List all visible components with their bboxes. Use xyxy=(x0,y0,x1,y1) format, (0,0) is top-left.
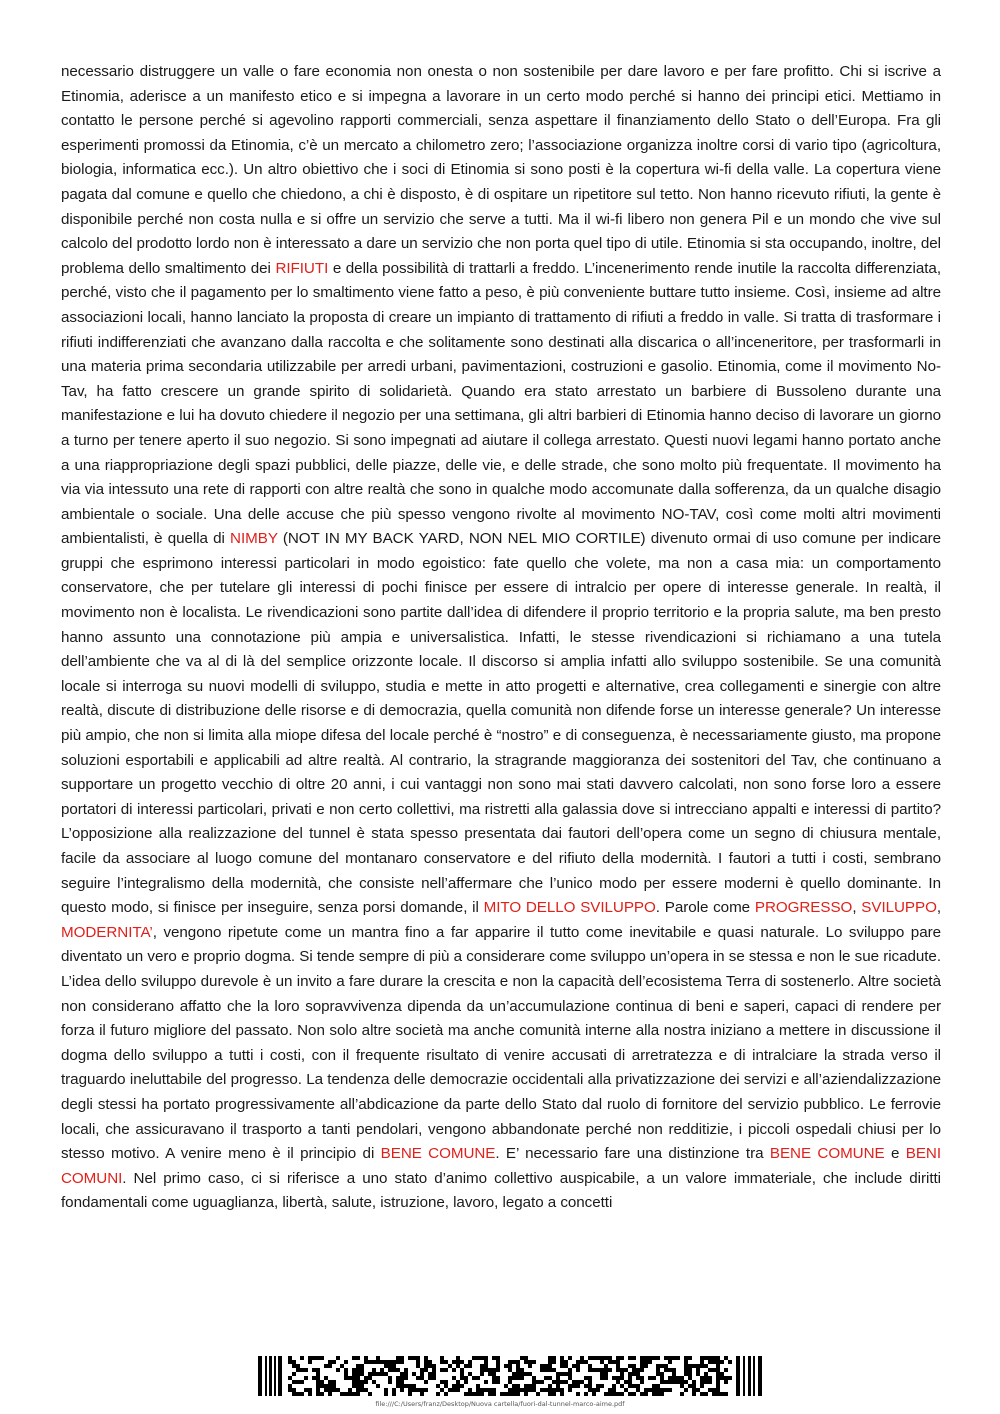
text-run: (NOT IN MY BACK YARD, NON NEL MIO CORTILE) divenuto ormai di uso comune per indicare gruppi che esprimono interessi particolari in modo egoistico: fate quello che volete, ma non a casa mia: un comportamento conservatore, che per tutelare gli interessi di pochi finisce per essere di intralcio per opere di interesse generale. In realtà, il movimento non è localista. Le rivendicazioni sono partite dall’idea di difendere il proprio territorio e la propria salute, ma ben presto hanno assunto una connotazione più ampia e universalistica. Infatti, le stesse rivendicazioni si richiamano a una tutela dell’ambiente che va al di là del semplice orizzonte locale. Il discorso si amplia infatti allo sviluppo sostenibile. Se una comunità locale si interroga su nuovi modelli di sviluppo, studia e mette in atto progetti e alternative, crea collegamenti e sinergie con altre realtà, discute di distribuzione delle risorse e di democrazia, quella comunità non difende forse un interesse generale? Un interesse più ampio, che non si limita alla miope difesa del locale perché è “nostro” e di conseguenza, è necessariamente giusto, ma propone soluzioni esportabili e applicabili ad altre realtà. Al contrario, la stragrande maggioranza dei sostenitori del Tav, che continuano a supportare un progetto vecchio di oltre 20 anni, i cui vantaggi non sono mai stati davvero calcolati, non sono forse loro a essere portatori di interessi particolari, privati e non certo collettivi, ma ristretti alla galassia dove si intrecciano appalti e interessi di partito? L’opposizione alla realizzazione del tunnel è stata spesso presentata dai fautori dell’opera come un segno di chiusura mentale, facile da associare al luogo comune del montanaro conservatore e del rifiuto della modernità. I fautori a tutti i costi, sembrano seguire l’integralismo della modernità, che consiste nell’affermare che l’unico modo per essere moderni è quello dominante. In questo modo, si finisce per inseguire, senza porsi domande, il xyxy=(61,530,941,917)
text-run: necessario distruggere un valle o fare economia non onesta o non sostenibile per dare lavoro e per fare profitto. Chi si iscrive a Etinomia, aderisce a un manifesto etico e si impegna a lavorare in un certo modo perché si hanno dei principi etici. Mettiamo in contatto le persone perché si agevolino rapporti commerciali, senza aspettare il finanziamento dello Stato o dell’Europa. Fra gli esperimenti promossi da Etinomia, c’è un mercato a chilometro zero; l’associazione organizza inoltre corsi di vario tipo (agricoltura, biologia, informatica ecc.). Un altro obiettivo che i soci di Etinomia si sono posti è la copertura wi-fi della valle. La copertura viene pagata dal comune e quello che chiedono, a chi è disposto, è di ospitare un ripetitore sul tetto. Non hanno ricevuto rifiuti, la gente è disponibile perché non costa nulla e si offre un servizio che serve a tutti. Ma il wi-fi libero non genera Pil e un mondo che vive sul calcolo del prodotto lordo non è interessato a dare un servizio che non porta quel tipo di utile. Etinomia si sta occupando, inoltre, del problema dello smaltimento dei xyxy=(61,63,941,277)
highlighted-keyword: NIMBY xyxy=(230,530,278,548)
highlighted-keyword: BENE COMUNE xyxy=(380,1145,496,1163)
text-run: . Nel primo caso, ci si riferisce a uno stato d’animo collettivo auspicabile, a un valore immateriale, che include diritti fondamentali come uguaglianza, libertà, salute, istruzione, lavoro, legato a concetti xyxy=(61,1169,941,1212)
highlighted-keyword: PROGRESSO xyxy=(754,899,853,917)
text-run: e xyxy=(884,1145,906,1163)
highlighted-keyword: MITO DELLO SVILUPPO xyxy=(483,899,656,917)
text-run: , xyxy=(936,899,941,917)
highlighted-keyword: RIFIUTI xyxy=(275,259,329,277)
text-run: , vengono ripetute come un mantra fino a far apparire il tutto come inevitabile e quasi naturale. Lo sviluppo pare diventato un vero e proprio dogma. Si tende sempre di più a considerare come sviluppo un’opera in se stessa e non le sue ricadute. L’idea dello sviluppo durevole è un invito a fare durare la crescita e non la capacità dell’ecosistema Terra di sostenerlo. Altre società non considerano affatto che la loro sopravvivenza dipenda da un’accumulazione continua di beni e saperi, capaci di rendere per forza il futuro migliore del passato. Non solo altre società ma anche comunità interne alla nostra iniziano a mettere in discussione il dogma dello sviluppo a tutti i costi, con il frequente risultato di venire accusati di arretratezza e di intralciare la strada verso il traguardo ineluttabile del progresso. La tendenza delle democrazie occidentali alla privatizzazione dei servizi e all’aziendalizzazione degli stessi ha portato progressivamente all’abdicazione da parte dello Stato dal ruolo di fornitore del servizio pubblico. Le ferrovie locali, che assicuravano il trasporto a tanti pendolari, vengono abbandonate perché non redditizie, i piccoli ospedali chiusi per lo stesso motivo. A venire meno è il principio di xyxy=(61,923,941,1163)
text-run: . Parole come xyxy=(655,899,755,917)
text-run: . E’ necessario fare una distinzione tra xyxy=(495,1145,770,1163)
body-paragraph xyxy=(61,60,941,1342)
text-run: , xyxy=(852,899,862,917)
footer-file-path: file:///C:/Users/franz/Desktop/Nuova cartella/fuori-dal-tunnel-marco-aime.pdf xyxy=(375,1400,625,1408)
highlighted-keyword: MODERNITA’ xyxy=(61,923,153,941)
barcode-image xyxy=(258,1356,763,1396)
text-run: e della possibilità di trattarli a freddo. L’incenerimento rende inutile la raccolta differenziata, perché, visto che il pagamento per lo smaltimento viene fatto a peso, è più conveniente buttare tutto insieme. Così, insieme ad altre associazioni locali, hanno lanciato la proposta di creare un impianto di trattamento di rifiuti a freddo in valle. Si tratta di trasformare i rifiuti indifferenziati che avanzano dalla raccolta e che solitamente sono destinati alla discarica o all’inceneritore, per trasformarli in una materia prima secondaria utilizzabile per arredi urbani, pavimentazioni, costruzioni e gasolio. Etinomia, come il movimento No-Tav, ha fatto crescere un grande spirito di solidarietà. Quando era stato arrestato un barbiere di Bussoleno durante una manifestazione e lui ha dovuto chiedere il negozio per una settimana, gli altri barbieri di Etinomia hanno deciso di lavorare un giorno a turno per tenere aperto il suo negozio. Si sono impegnati ad aiutare il collega arrestato. Questi nuovi legami hanno portato anche a una riappropriazione degli spazi pubblici, delle piazze, delle vie, e delle strade, che sono molto più frequentate. Il movimento ha via via intessuto una rete di rapporti con altre realtà che sono in qualche modo accomunate dalla sofferenza, da un qualche disagio ambientale o sociale. Una delle accuse che più spesso vengono rivolte al movimento NO-TAV, così come molti altri movimenti ambientalisti, è quella di xyxy=(61,259,941,548)
highlighted-keyword: BENI COMUNI xyxy=(61,1145,941,1187)
highlighted-keyword: SVILUPPO xyxy=(861,899,937,917)
highlighted-keyword: BENE COMUNE xyxy=(769,1145,885,1163)
